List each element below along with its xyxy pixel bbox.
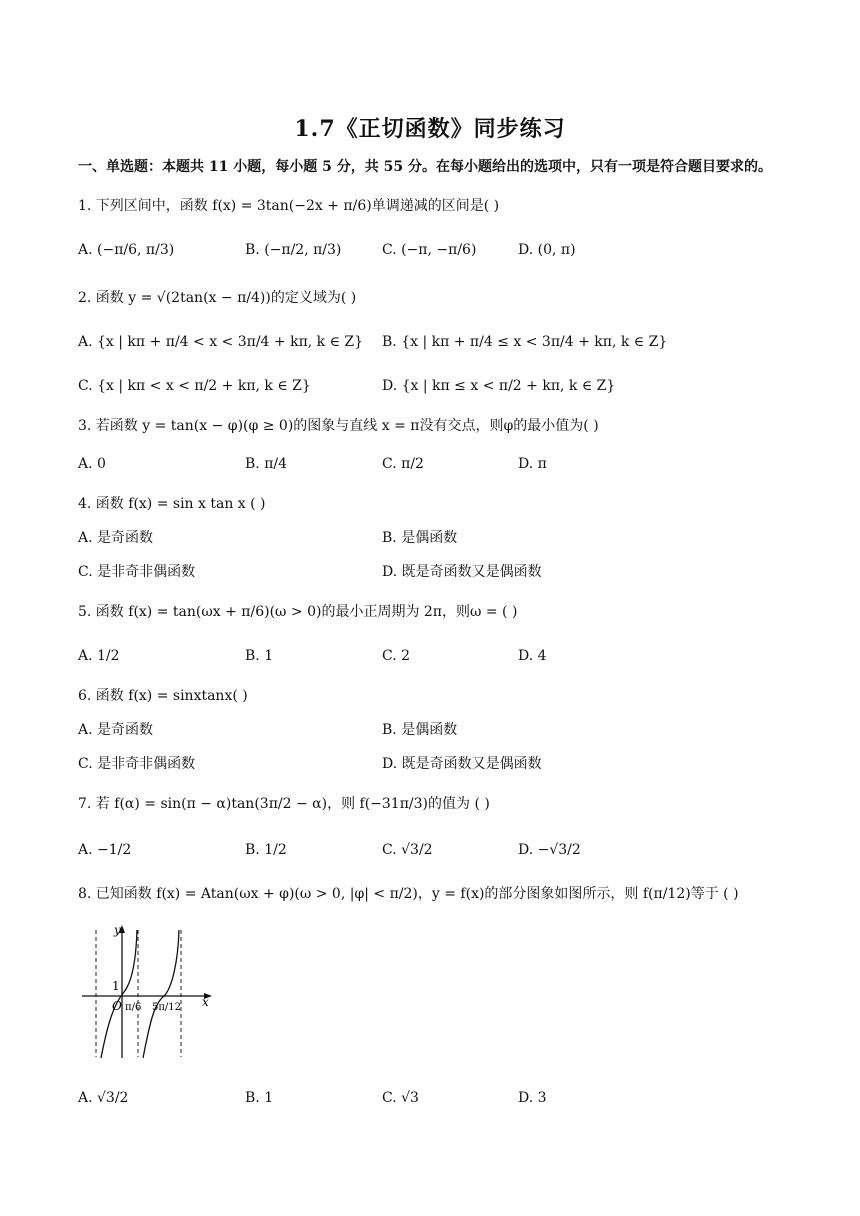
- section-heading: 一、单选题：本题共 11 小题，每小题 5 分，共 55 分。在每小题给出的选项中，只有一项是符合题目要求的。: [78, 159, 772, 175]
- question-stem: 6. 函数 f(x) = sinxtanx( ): [78, 688, 248, 704]
- question-stem: 7. 若 f(α) = sin(π − α)tan(3π/2 − α)，则 f(−31π/3)的值为 ( ): [78, 796, 490, 812]
- tangent-branch: [101, 930, 137, 1058]
- option-d: D. 既是奇函数又是偶函数: [382, 564, 542, 580]
- y-intercept-label: 1: [112, 979, 120, 993]
- option-d: D. π: [518, 456, 547, 472]
- option-d: D. {x | kπ ≤ x < π/2 + kπ, k ∈ Z}: [382, 378, 616, 394]
- tangent-branch: [143, 930, 182, 1058]
- origin-label: O: [112, 999, 122, 1013]
- question-stem: 3. 若函数 y = tan(x − φ)(φ ≥ 0)的图象与直线 x = π没有交点，则φ的最小值为( ): [78, 418, 599, 434]
- option-a: A. 1/2: [78, 648, 120, 664]
- question-stem: 2. 函数 y = √(2tan(x − π/4))的定义域为( ): [78, 290, 357, 306]
- option-a: A. (−π/6, π/3): [78, 242, 175, 258]
- option-b: B. 1: [245, 648, 274, 664]
- tangent-graph-figure: [78, 922, 218, 1062]
- question-stem: 4. 函数 f(x) = sin x tan x ( ): [78, 496, 266, 512]
- option-c: C. 2: [382, 648, 411, 664]
- tick-label-5pi-12: 5π/12: [152, 1002, 182, 1013]
- option-d: D. (0, π): [518, 242, 576, 258]
- option-a: A. 是奇函数: [78, 530, 154, 546]
- option-c: C. √3: [382, 1090, 419, 1106]
- option-d: D. 既是奇函数又是偶函数: [382, 756, 542, 772]
- option-a: A. √3/2: [78, 1090, 129, 1106]
- option-b: B. 1/2: [245, 842, 287, 858]
- option-b: B. (−π/2, π/3): [245, 242, 342, 258]
- option-d: D. 3: [518, 1090, 547, 1106]
- option-c: C. (−π, −π/6): [382, 242, 477, 258]
- option-b: B. 1: [245, 1090, 274, 1106]
- question-stem: 5. 函数 f(x) = tan(ωx + π/6)(ω > 0)的最小正周期为 2π，则ω = ( ): [78, 604, 518, 620]
- option-a: A. {x | kπ + π/4 < x < 3π/4 + kπ, k ∈ Z}: [78, 334, 364, 350]
- option-b: B. 是偶函数: [382, 722, 458, 738]
- option-a: A. −1/2: [78, 842, 132, 858]
- option-c: C. √3/2: [382, 842, 433, 858]
- question-stem: 1. 下列区间中，函数 f(x) = 3tan(−2x + π/6)单调递减的区间是( ): [78, 198, 500, 214]
- option-c: C. 是非奇非偶函数: [78, 756, 196, 772]
- option-c: C. 是非奇非偶函数: [78, 564, 196, 580]
- x-axis-label: x: [202, 995, 209, 1009]
- question-stem: 8. 已知函数 f(x) = Atan(ωx + φ)(ω > 0, |φ| < π/2)，y = f(x)的部分图象如图所示，则 f(π/12)等于 ( ): [78, 886, 739, 902]
- option-d: D. 4: [518, 648, 547, 664]
- option-b: B. π/4: [245, 456, 288, 472]
- page-title: 1.7《正切函数》同步练习: [294, 116, 566, 142]
- y-axis-label: y: [114, 923, 121, 937]
- option-b: B. {x | kπ + π/4 ≤ x < 3π/4 + kπ, k ∈ Z}: [382, 334, 668, 350]
- option-d: D. −√3/2: [518, 842, 581, 858]
- tick-label-pi-6: π/6: [125, 1002, 142, 1013]
- option-b: B. 是偶函数: [382, 530, 458, 546]
- option-a: A. 0: [78, 456, 106, 472]
- option-a: A. 是奇函数: [78, 722, 154, 738]
- option-c: C. {x | kπ < x < π/2 + kπ, k ∈ Z}: [78, 378, 311, 394]
- option-c: C. π/2: [382, 456, 424, 472]
